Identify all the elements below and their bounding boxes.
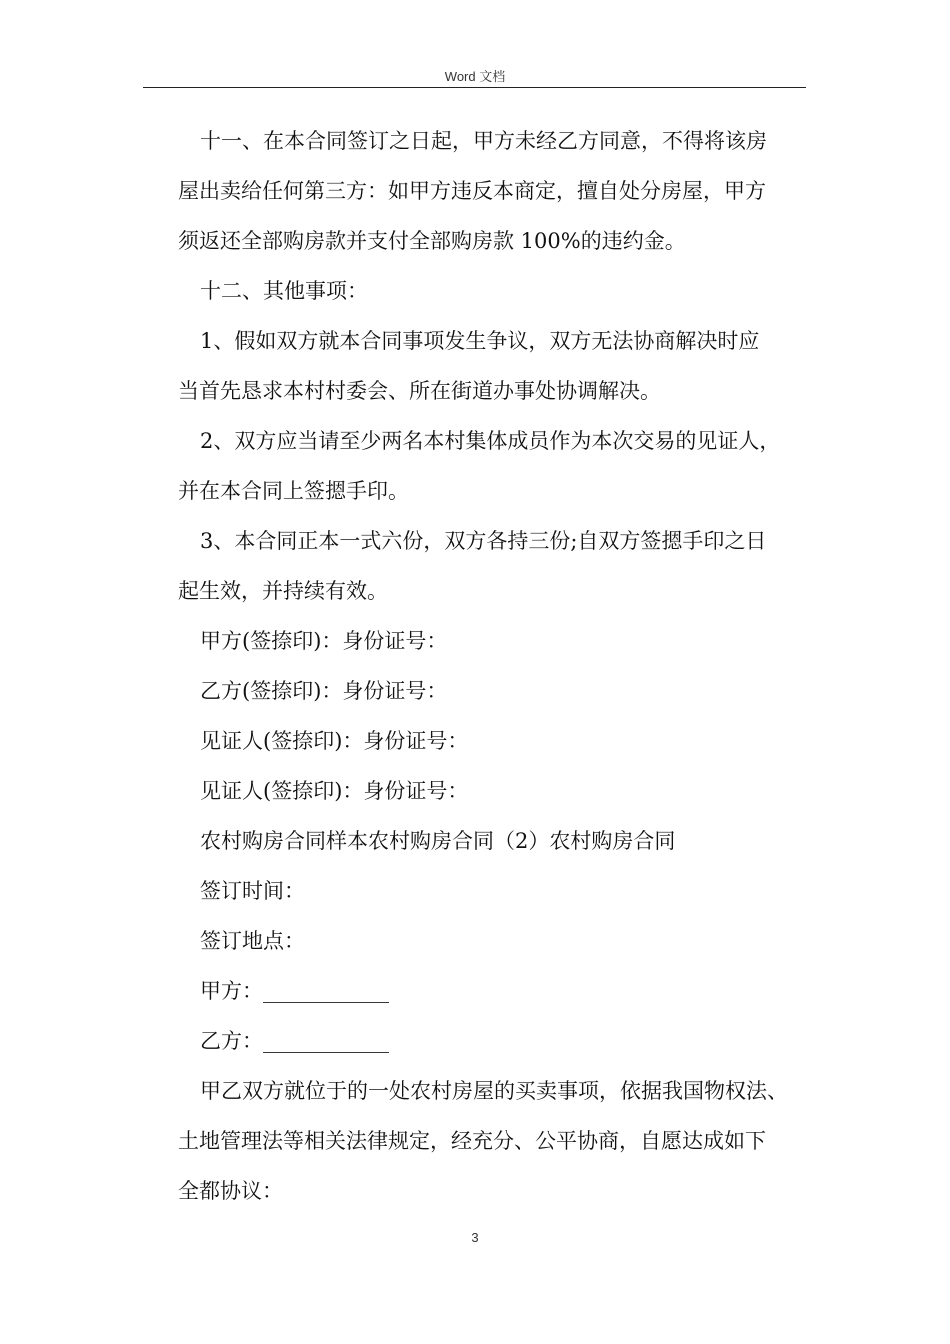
paragraph-line: 全都协议：	[178, 1179, 283, 1203]
signature-line-witness: 见证人(签捺印)：身份证号：	[200, 779, 469, 803]
signature-line-witness: 见证人(签捺印)：身份证号：	[200, 729, 469, 753]
paragraph-line: 1、假如双方就本合同事项发生争议，双方无法协商解决时应	[200, 329, 760, 353]
page-number: 3	[471, 1230, 479, 1245]
paragraph-line: 3、本合同正本一式六份，双方各持三份;自双方签摁手印之日	[200, 529, 767, 553]
paragraph-line: 并在本合同上签摁手印。	[178, 479, 409, 503]
contract-title-line: 农村购房合同样本农村购房合同（2）农村购房合同	[200, 829, 676, 853]
paragraph-line: 当首先恳求本村村委会、所在街道办事处协调解决。	[178, 379, 661, 403]
paragraph-line: 甲乙双方就位于的一处农村房屋的买卖事项，依据我国物权法、	[200, 1079, 788, 1103]
signature-line-party-a: 甲方(签捺印)：身份证号：	[200, 629, 448, 653]
paragraph-line: 起生效，并持续有效。	[178, 579, 388, 603]
page-header-title: Word 文档	[444, 69, 506, 84]
paragraph-line: 须返还全部购房款并支付全部购房款 100%的违约金。	[178, 229, 686, 253]
paragraph-line: 土地管理法等相关法律规定，经充分、公平协商，自愿达成如下	[178, 1129, 766, 1153]
paragraph-line: 屋出卖给任何第三方：如甲方违反本商定，擅自处分房屋，甲方	[178, 179, 766, 203]
sign-place-field: 签订地点：	[200, 929, 305, 953]
header-divider	[143, 87, 806, 88]
sign-date-field: 签订时间：	[200, 879, 305, 903]
party-a-field: 甲方：____________	[200, 979, 389, 1003]
signature-line-party-b: 乙方(签捺印)：身份证号：	[200, 679, 448, 703]
paragraph-line: 十一、在本合同签订之日起，甲方未经乙方同意，不得将该房	[200, 129, 767, 153]
paragraph-line: 2、双方应当请至少两名本村集体成员作为本次交易的见证人，	[200, 429, 781, 453]
section-heading: 十二、其他事项：	[200, 279, 368, 303]
party-b-field: 乙方：____________	[200, 1029, 389, 1053]
